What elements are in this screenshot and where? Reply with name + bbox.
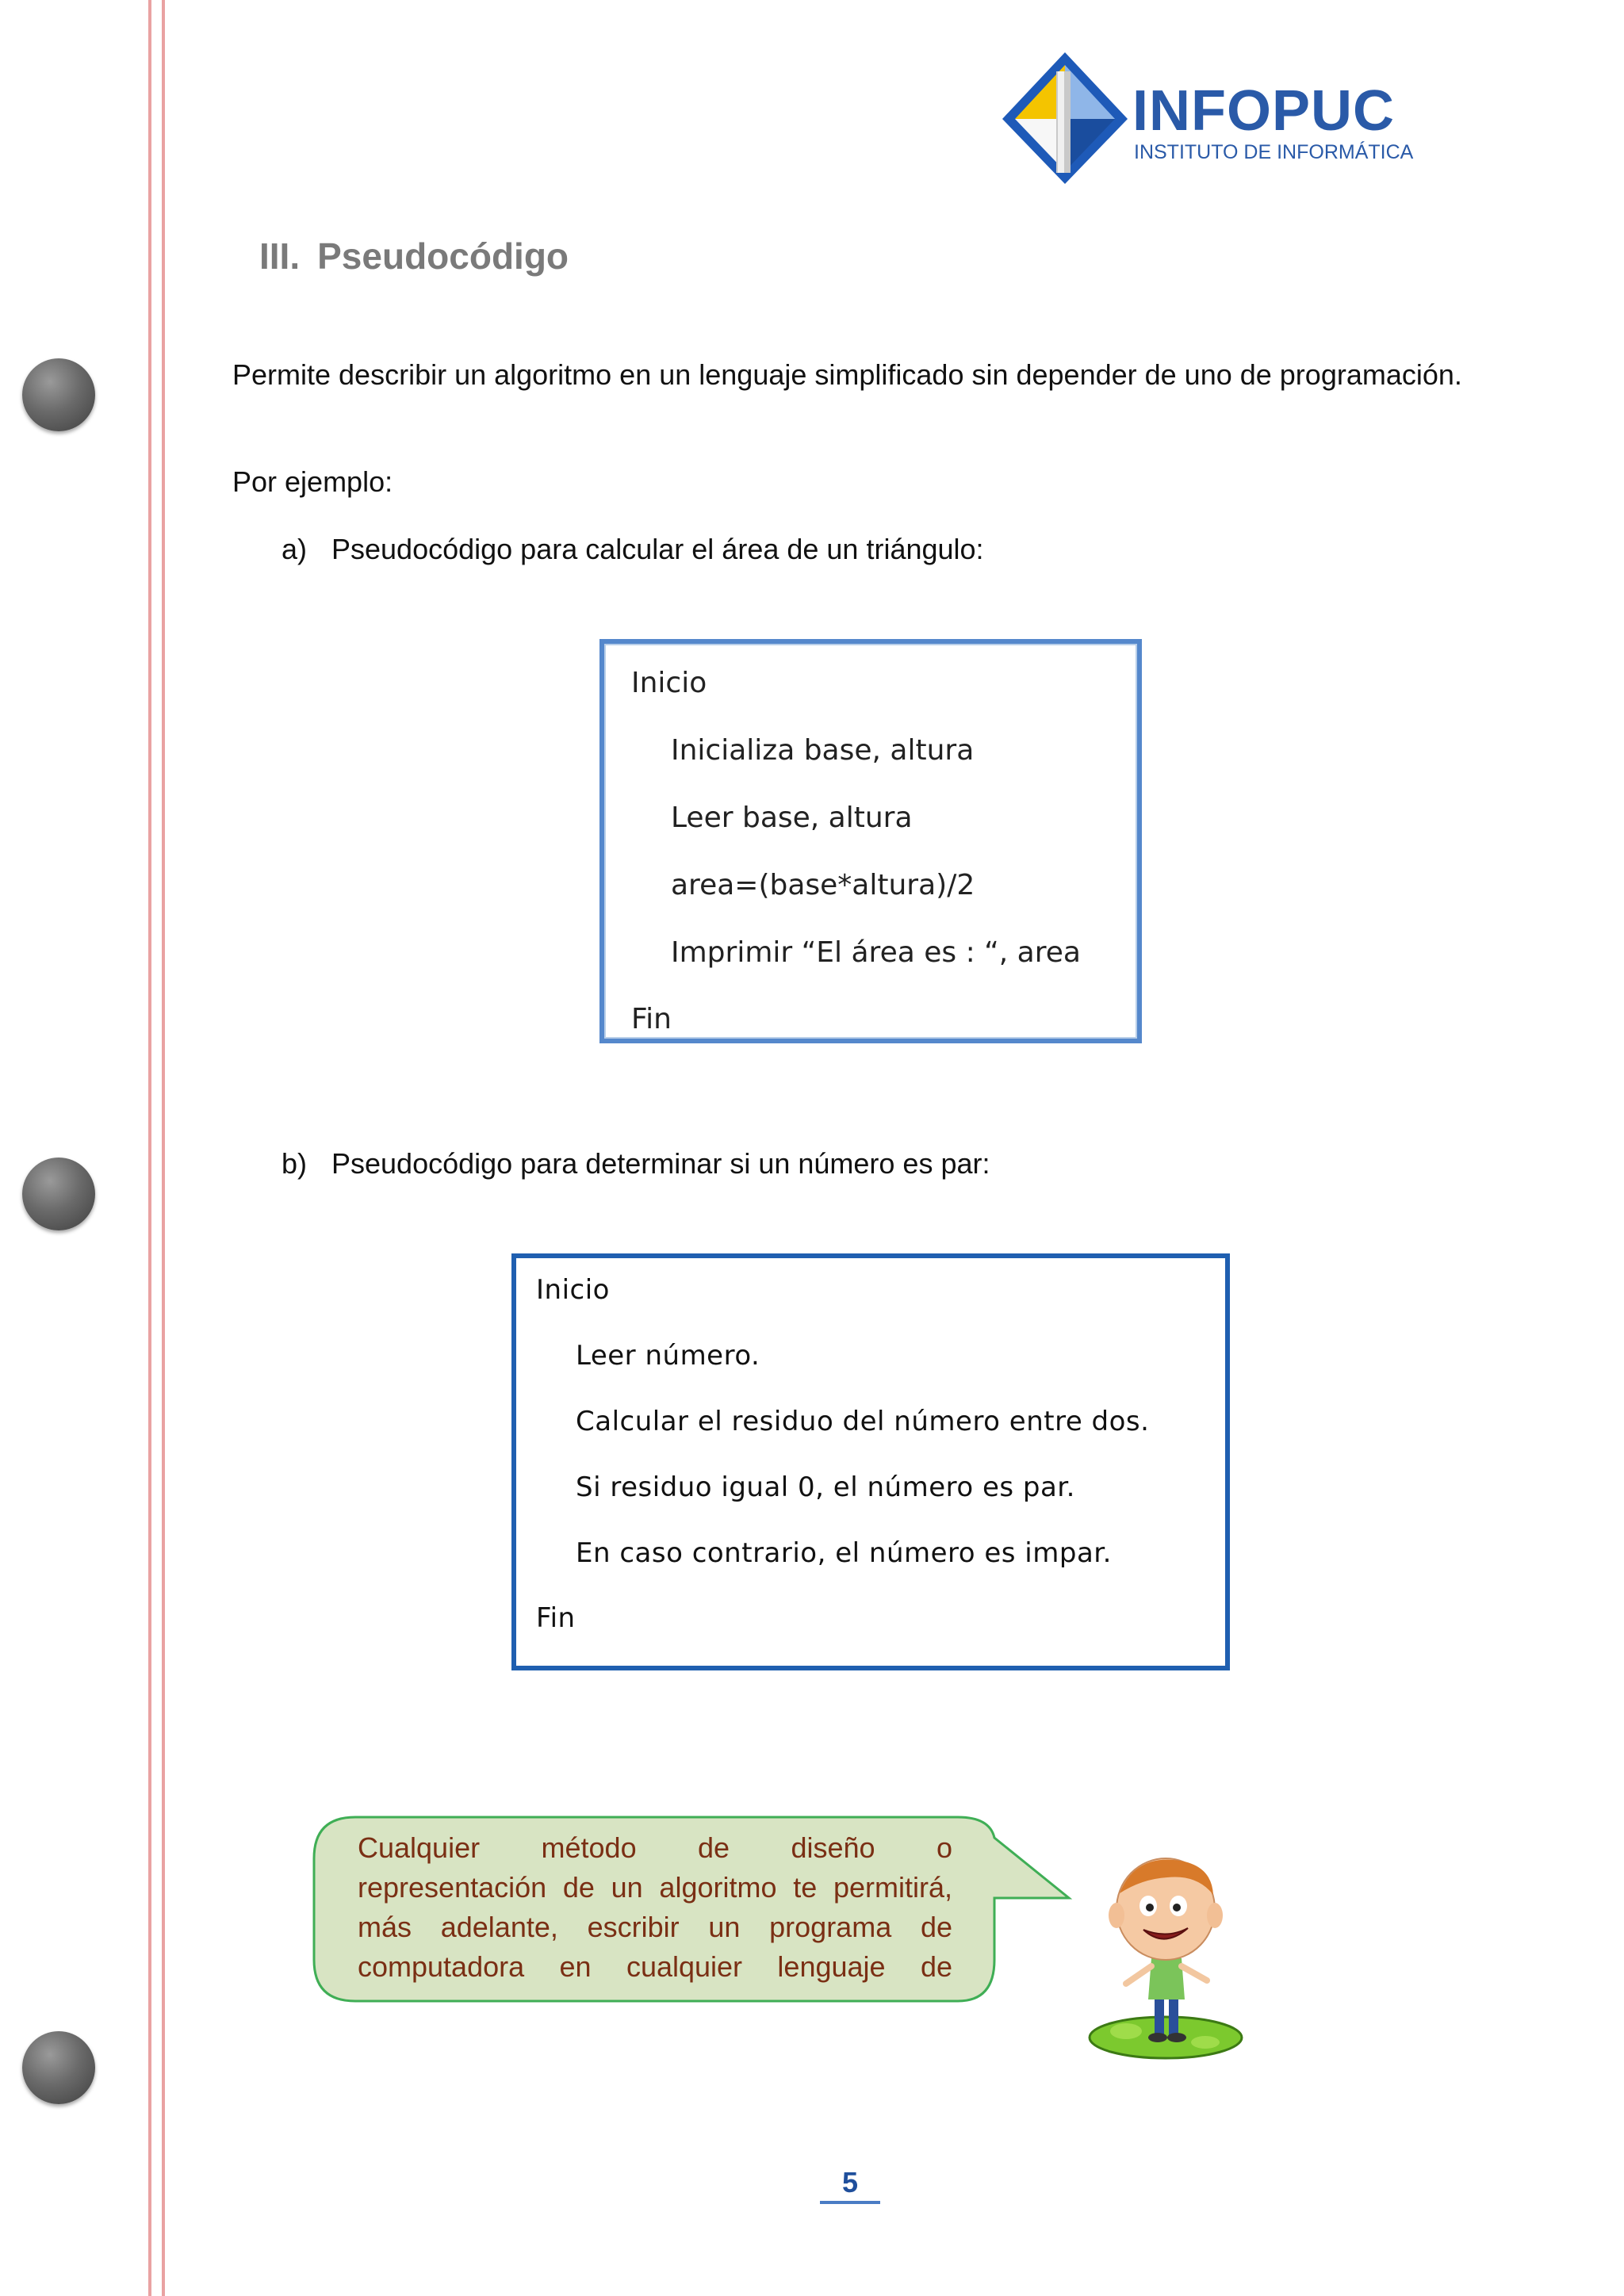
margin-line <box>148 0 151 2296</box>
binder-hole <box>22 2031 95 2104</box>
callout-line: Cualquier método de diseño o <box>358 1831 952 1864</box>
page-number: 5 <box>841 2166 859 2198</box>
code-line: En caso contrario, el número es impar. <box>576 1537 1112 1569</box>
intro-paragraph: Permite describir un algoritmo en un lenguaje simplificado sin depender de uno de programación. <box>232 358 1462 391</box>
code-line: Leer base, altura <box>671 802 913 834</box>
code-line: area=(base*altura)/2 <box>671 869 975 901</box>
example-b-caption <box>282 1144 990 1184</box>
binder-hole <box>22 1158 95 1230</box>
caption-text: Pseudocódigo para determinar si un número es par: <box>331 1147 990 1180</box>
example-label: Por ejemplo: <box>232 465 393 498</box>
code-line: Imprimir “El área es : “, area <box>671 936 1081 969</box>
code-line: Inicio <box>536 1274 610 1306</box>
caption-text: Pseudocódigo para calcular el área de un triángulo: <box>331 533 984 565</box>
example-a-caption <box>282 530 984 569</box>
callout-line: representación de un algoritmo te permitirá, <box>358 1871 952 1904</box>
code-line: Si residuo igual 0, el número es par. <box>576 1471 1075 1503</box>
pseudocode-box-triangle <box>599 639 1142 1043</box>
section-heading <box>259 235 569 277</box>
margin-line <box>162 0 165 2296</box>
list-marker: b) <box>282 1147 308 1180</box>
callout-line: computadora en cualquier lenguaje de <box>358 1950 952 1983</box>
section-title: Pseudocódigo <box>317 235 569 277</box>
list-marker: a) <box>282 533 308 565</box>
section-number: III. <box>259 235 301 277</box>
code-line: Fin <box>631 1003 672 1035</box>
code-line: Calcular el residuo del número entre dos. <box>576 1406 1150 1437</box>
code-line: Inicio <box>631 667 707 699</box>
logo-diamond-icon <box>998 48 1132 190</box>
cartoon-boy-icon <box>1078 1847 1253 2069</box>
infopuc-logo <box>998 48 1426 190</box>
binder-hole <box>22 358 95 431</box>
code-line: Fin <box>536 1602 576 1634</box>
logo-subtitle: INSTITUTO DE INFORMÁTICA <box>1134 141 1414 163</box>
callout-text <box>358 1828 952 1987</box>
pseudocode-box-even-number <box>511 1253 1230 1670</box>
page-number-underline <box>820 2201 880 2204</box>
left-margin-band <box>0 0 147 2296</box>
logo-title: INFOPUC <box>1132 79 1395 143</box>
code-line: Leer número. <box>576 1340 760 1372</box>
callout-line: más adelante, escribir un programa de <box>358 1911 952 1943</box>
code-line: Inicializa base, altura <box>671 734 975 767</box>
